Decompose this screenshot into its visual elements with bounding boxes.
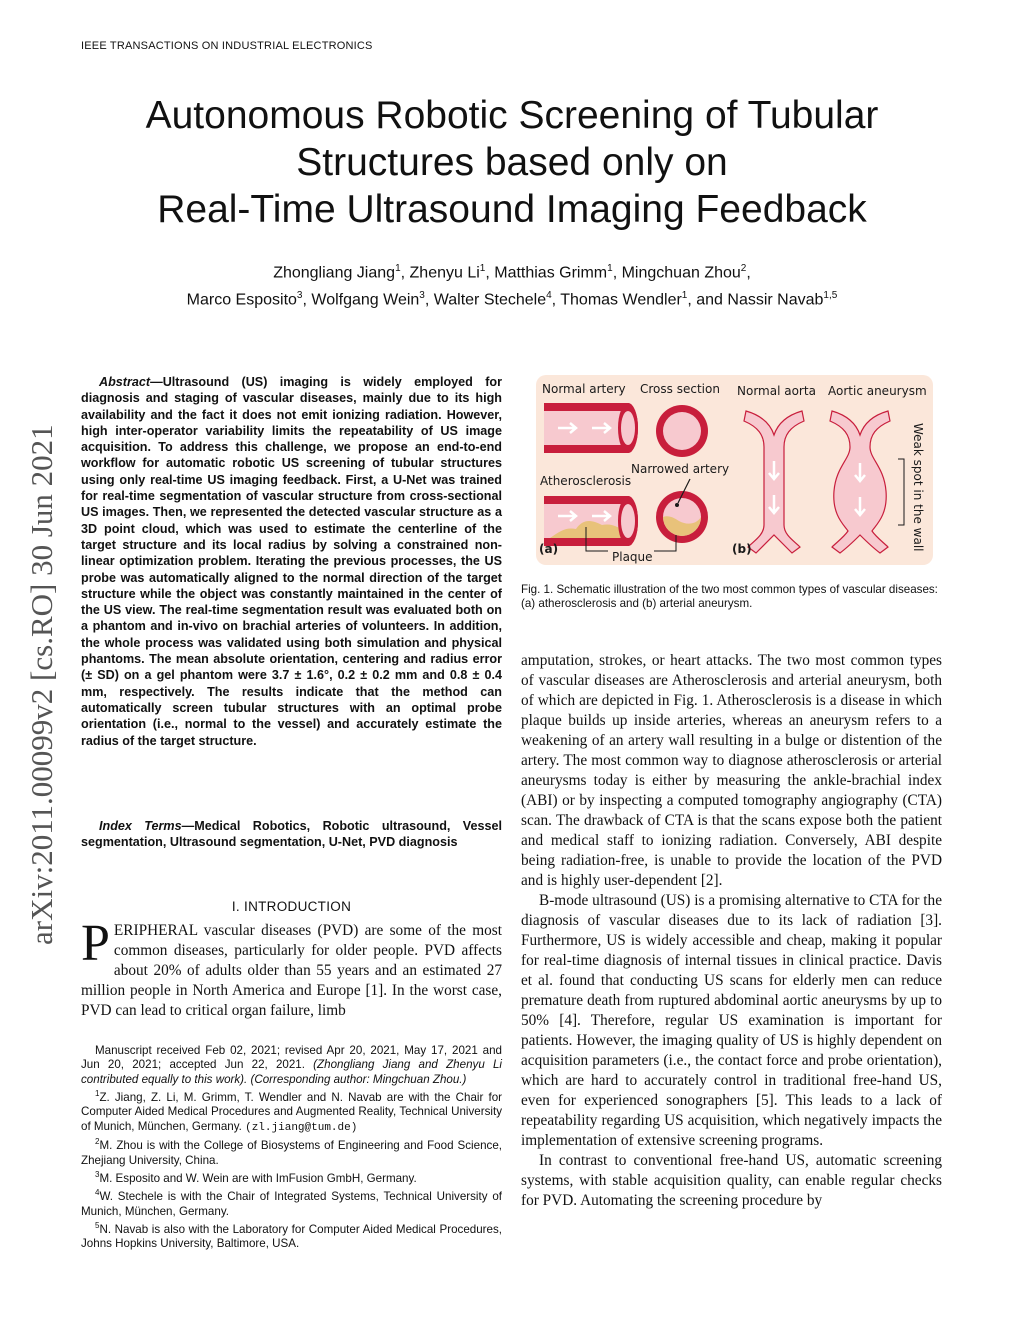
atherosclerosis-tube: [544, 496, 638, 546]
label-atherosclerosis: Atherosclerosis: [540, 474, 632, 488]
affiliation-mark: 1: [395, 263, 401, 274]
author-name: , Wolfgang Wein: [302, 291, 420, 309]
introduction-text: ERIPHERAL vascular diseases (PVD) are some of the most common diseases, particularly for older people. PVD affects about 20% of adults older than 55 years and an estimated 27 million people in North America and Europe [1]. In the worst case, PVD can lead to critical organ failure, limb: [81, 922, 502, 1019]
paper-title: [80, 92, 944, 233]
footnote-4: $^4$W. Stechele is with the Chair of Integrated Systems, Technical University of Munich, München, Germany.: [81, 1188, 502, 1218]
abstract: [81, 374, 502, 749]
author-name: Zhongliang Jiang: [273, 264, 396, 282]
author-line-1: [80, 257, 944, 284]
label-narrowed-artery: Narrowed artery: [631, 462, 730, 476]
author-name: , Thomas Wendler: [551, 291, 682, 309]
title-line-2: Structures based only on: [296, 141, 728, 184]
label-weak-spot: Weak spot in the wall: [911, 423, 925, 552]
abstract-lead: Abstract: [99, 375, 151, 389]
index-terms: [81, 818, 502, 851]
cross-section-normal: [656, 405, 708, 457]
abstract-text: —Ultrasound (US) imaging is widely employed for diagnosis and staging of vascular diseases, mainly due to its high availability and the fact it does not emit ionizing radiation. However, high inter-operator variability limits the repeatability of US image acquisition. To address this challenge, we propose an end-to-end workflow for automatic robotic US screening of tubular structures using only real-time US imaging feedback. First, a U-Net was trained for real-time segmentation of vascular structure from cross-sectional US images. Then, we represented the detected vascular structure as a 3D point cloud, which was used to estimate the centerline of the target structure and its local radius by solving a constrained non-linear optimization problem. Iterating the previous processes, the US probe was automatically aligned to the normal direction of the target structure while the object was constantly maintained in the center of the US view. The real-time segmentation result was evaluated both on a phantom and in-vivo on brachial arteries of volunteers. In addition, the whole process was validated using both simulation and physical phantoms. The mean absolute orientation, centering and radius error (± SD) on a gel phantom were 3.7 ± 1.6°, 0.2 ± 0.2 mm and 0.8 ± 0.4 mm, respectively. The results indicate that the method can automatically screen tubular structures with an optimal probe orientation (i.e., normal to the vessel) and accurately estimate the radius of the target structure.: [81, 375, 502, 748]
introduction-paragraph: [81, 915, 502, 1021]
author-line-2: [80, 284, 944, 311]
footnote-3: $^3$M. Esposito and W. Wein are with ImFusion GmbH, Germany.: [95, 1169, 417, 1185]
label-normal-artery: Normal artery: [542, 382, 626, 396]
panel-label-b: (b): [732, 542, 752, 556]
paragraph-2: B-mode ultrasound (US) is a promising alternative to CTA for the diagnosis of vascular diseases due to its lack of radiation [3]. Furthermore, US is widely accessible and cheap, making it popular for real-time diagnosis of internal tissues in clinical practice. Davis et al. found that conducting US scans for elderly men can reduce premature death from ruptured abdominal aortic aneurysms by up to 50% [4]. Therefore, regular US examination is important for patients. However, the imaging quality of US is highly dependent on acquisition parameters (i.e., the contact force and probe orientation), which are hard to accurately control in traditional free-hand US, even for experienced sonographers [5]. This leads to a lack of repeatability regarding US acquisition, which negatively impacts the implementation of extensive screening programs.: [521, 892, 942, 1149]
title-line-1: Autonomous Robotic Screening of Tubular: [145, 94, 879, 137]
journal-header: IEEE TRANSACTIONS ON INDUSTRIAL ELECTRONICS: [81, 40, 373, 52]
vascular-disease-illustration: [536, 375, 933, 565]
arxiv-stamp: [22, 365, 62, 945]
figure-1: [536, 375, 933, 565]
panel-label-a: (a): [539, 542, 559, 556]
author-name: , Walter Stechele: [424, 291, 547, 309]
label-aortic-aneurysm: Aortic aneurysm: [828, 384, 927, 398]
paragraph-3: In contrast to conventional free-hand US, automatic screening systems, with stable acquisition quality, can enable regular checks for PVD. Automating the screening procedure by: [521, 1152, 942, 1209]
normal-artery-tube: [544, 403, 638, 453]
affiliation-mark: 4: [546, 290, 552, 302]
email-link[interactable]: (zl.jiang@tum.de): [245, 1121, 358, 1134]
affiliation-mark: 3: [419, 290, 425, 302]
author-name: Marco Esposito: [186, 291, 297, 309]
footnotes: [81, 1044, 502, 1252]
affiliation-mark: 1: [607, 263, 613, 274]
footnote-manuscript: Manuscript received Feb 02, 2021; revised Apr 20, 2021, May 17, 2021 and Jun 20, 2021; accepted Jun 22, 2021. (Zhongliang Jiang and Zhenyu Li contributed equally to this work). (Corresponding author: Mingchuan Zhou.): [81, 1044, 502, 1086]
affiliation-mark: 1: [681, 290, 688, 302]
label-plaque: Plaque: [612, 550, 653, 564]
footnote-1: $^1$Z. Jiang, Z. Li, M. Grimm, T. Wendler and N. Navab are with the Chair for Computer Aided Medical Procedures and Augmented Reality, Technical University of Munich, München, Germany. (zl.jiang@tum.de): [81, 1089, 502, 1134]
affiliation-mark: 3: [296, 290, 303, 302]
footnote-5: $^5$N. Navab is also with the Laboratory for Computer Aided Medical Procedures, Johns Hopkins University, Baltimore, USA.: [81, 1220, 502, 1251]
affiliation-mark: 1,5: [823, 290, 838, 302]
author-name: , Matthias Grimm: [485, 264, 608, 282]
drop-cap: P: [81, 915, 110, 972]
affiliation-mark: 2: [740, 263, 747, 274]
figure-caption: Fig. 1. Schematic illustration of the two most common types of vascular diseases: (a) atherosclerosis and (b) arterial aneurysm.: [521, 583, 938, 611]
label-normal-aorta: Normal aorta: [737, 384, 816, 398]
footnote-2: $^2$M. Zhou is with the College of Biosystems of Engineering and Food Science, Zhejiang University, China.: [81, 1137, 502, 1167]
author-list: [80, 257, 944, 312]
affiliation-mark: 1: [479, 263, 486, 274]
index-terms-lead: Index Terms: [99, 819, 182, 833]
author-name: , Mingchuan Zhou: [612, 264, 741, 282]
arxiv-identifier: arXiv:2011.00099v2 [cs.RO] 30 Jun 2021: [24, 424, 59, 945]
author-name: , and Nassir Navab: [687, 291, 824, 309]
label-cross-section: Cross section: [640, 382, 720, 396]
right-column-body: [521, 651, 942, 1211]
section-heading-introduction: I. INTRODUCTION: [231, 899, 352, 914]
title-line-3: Real-Time Ultrasound Imaging Feedback: [157, 188, 867, 231]
index-terms-text: —Medical Robotics, Robotic ultrasound, Vessel segmentation, Ultrasound segmentation, U-Net, PVD diagnosis: [81, 819, 502, 850]
paragraph-1: amputation, strokes, or heart attacks. The two most common types of vascular diseases are Atherosclerosis and arterial aneurysm, both of which are depicted in Fig. 1. Atherosclerosis is a disease in which plaque builds up inside arteries, whereas an aneurysm refers to a weakening of an artery wall resulting in a bulge or distention of the artery. The most common way to diagnose atherosclerosis or arterial aneurysms today is either by measuring the ankle-brachial index (ABI) or by inspecting a computed tomography angiography (CTA) scan. The drawback of CTA is that the scans expose both the patient and medical staff to ionizing radiation. Conversely, ABI despite being radiation-free, is unable to provide the location of the PVD and is highly user-dependent [2].: [521, 652, 942, 889]
author-name: , Zhenyu Li: [400, 264, 480, 282]
author-separator: ,: [746, 264, 751, 282]
